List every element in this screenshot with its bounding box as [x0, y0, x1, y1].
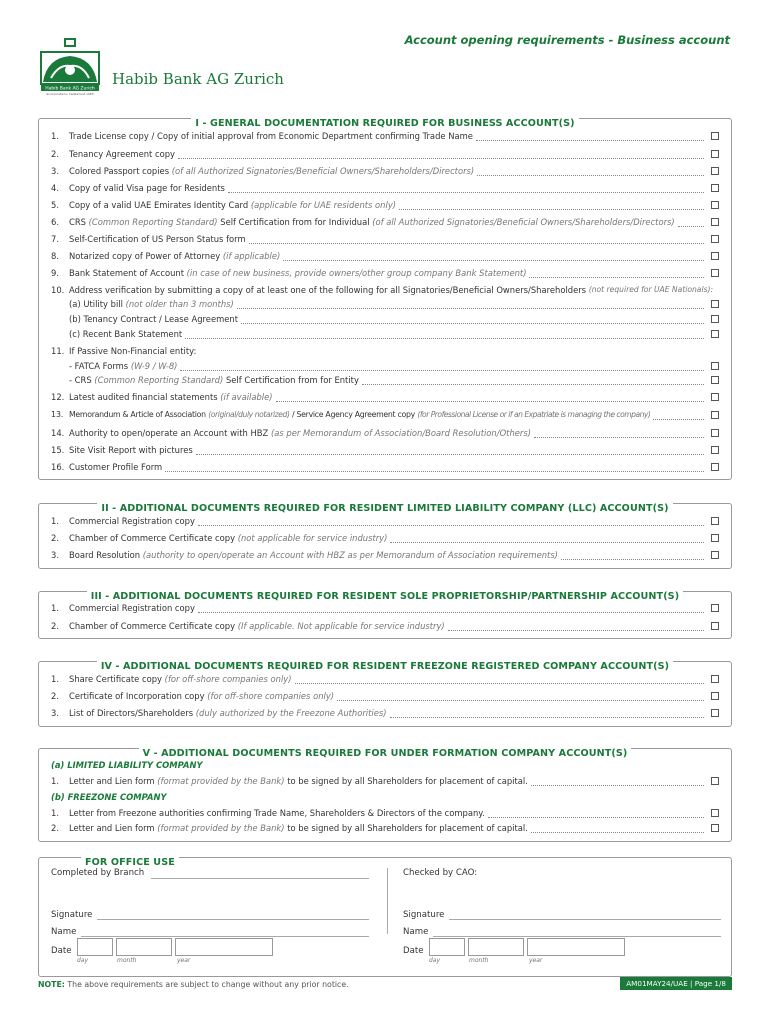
list-item: 1. Trade License copy / Copy of initial approval from Economic Department confirming Trade Name: [51, 129, 719, 143]
completed-by-field[interactable]: [151, 878, 369, 879]
list-item: 2. Chamber of Commerce Certificate copy (not applicable for service industry): [51, 531, 719, 545]
list-item: 2. Certificate of Incorporation copy (for off-shore companies only): [51, 689, 719, 703]
list-item: - CRS (Common Reporting Standard) Self Certification from for Entity: [51, 373, 719, 387]
checkbox[interactable]: [711, 315, 719, 323]
list-item: 7. Self-Certification of US Person Status form: [51, 232, 719, 246]
name-field[interactable]: [81, 936, 369, 937]
list-item: 4. Copy of valid Visa page for Residents: [51, 181, 719, 195]
list-item: 2. Chamber of Commerce Certificate copy (If applicable. Not applicable for service industry): [51, 619, 719, 633]
checkbox[interactable]: [711, 132, 719, 140]
checkbox[interactable]: [711, 235, 719, 243]
date-month-box[interactable]: [116, 938, 172, 956]
list-item: 1. Commercial Registration copy: [51, 514, 719, 528]
name-label-cao: Name: [403, 927, 429, 937]
name-label: Name: [51, 927, 77, 937]
list-item: 3. List of Directors/Shareholders (duly authorized by the Freezone Authorities): [51, 706, 719, 720]
page-code: AM01MAY24/UAE | Page 1/8: [620, 977, 732, 990]
checkbox[interactable]: [711, 534, 719, 542]
checkbox[interactable]: [711, 604, 719, 612]
list-item: 1. Letter from Freezone authorities confirming Trade Name, Shareholders & Directors of the company.: [51, 806, 719, 820]
list-item: 13. Memorandum & Article of Association (original/duly notarized) / Service Agency Agreement copy (for Professional License or if an Expatriate is managing the company): [51, 408, 719, 422]
checkbox[interactable]: [711, 622, 719, 630]
checkbox[interactable]: [711, 184, 719, 192]
checkbox[interactable]: [711, 300, 719, 308]
checkbox[interactable]: [711, 167, 719, 175]
signature-field-cao[interactable]: [449, 919, 721, 920]
list-item: 11. If Passive Non-Financial entity:: [51, 346, 197, 356]
list-item: 9. Bank Statement of Account (in case of new business, provide owners/other group company Bank Statement): [51, 266, 719, 280]
list-item: 1. Commercial Registration copy: [51, 601, 719, 615]
checkbox[interactable]: [711, 411, 719, 419]
checkbox[interactable]: [711, 376, 719, 384]
checkbox[interactable]: [711, 692, 719, 700]
signature-label: Signature: [51, 910, 93, 920]
list-item: 15. Site Visit Report with pictures: [51, 443, 719, 457]
checkbox[interactable]: [711, 201, 719, 209]
subheading-llc: (a) LIMITED LIABILITY COMPANY: [51, 760, 203, 770]
list-item: - FATCA Forms (W-9 / W-8): [51, 359, 719, 373]
date-year-box-cao[interactable]: [527, 938, 625, 956]
checkbox[interactable]: [711, 824, 719, 832]
bank-logo: [37, 38, 103, 96]
name-field-cao[interactable]: [433, 936, 721, 937]
list-item: 14. Authority to open/operate an Account with HBZ (as per Memorandum of Association/Board Resolution/Others): [51, 426, 719, 440]
date-day-box-cao[interactable]: [429, 938, 465, 956]
list-item: 12. Latest audited financial statements (if available): [51, 390, 719, 404]
list-item: 10. Address verification by submitting a copy of at least one of the following for all Signatories/Beneficial Owners/Shareholders (not required for UAE Nationals):: [51, 285, 714, 295]
date-day-box[interactable]: [77, 938, 113, 956]
checkbox[interactable]: [711, 150, 719, 158]
section-title: I - GENERAL DOCUMENTATION REQUIRED FOR BUSINESS ACCOUNT(S): [191, 118, 578, 129]
section-title: FOR OFFICE USE: [81, 857, 179, 868]
checkbox[interactable]: [711, 218, 719, 226]
section-title: III - ADDITIONAL DOCUMENTS REQUIRED FOR RESIDENT SOLE PROPRIETORSHIP/PARTNERSHIP ACCOUNT(S): [87, 591, 683, 602]
date-label-cao: Date: [403, 946, 424, 956]
checkbox[interactable]: [711, 252, 719, 260]
section-under-formation: [38, 748, 732, 842]
checkbox[interactable]: [711, 330, 719, 338]
svg-text:Habib Bank AG Zurich: Habib Bank AG Zurich: [45, 86, 95, 92]
list-item: 2. Tenancy Agreement copy: [51, 147, 719, 161]
list-item: (a) Utility bill (not older than 3 months): [51, 297, 719, 311]
date-label: Date: [51, 946, 72, 956]
list-item: 8. Notarized copy of Power of Attorney (if applicable): [51, 249, 719, 263]
list-item: 3. Board Resolution (authority to open/operate an Account with HBZ as per Memorandum of Association requirements): [51, 548, 719, 562]
checkbox[interactable]: [711, 429, 719, 437]
checkbox[interactable]: [711, 393, 719, 401]
signature-label-cao: Signature: [403, 910, 445, 920]
checkbox[interactable]: [711, 809, 719, 817]
list-item: (b) Tenancy Contract / Lease Agreement: [51, 312, 719, 326]
list-item: 1. Share Certificate copy (for off-shore companies only): [51, 672, 719, 686]
section-sole-proprietorship: [38, 591, 732, 639]
section-llc: [38, 503, 732, 569]
list-item: 5. Copy of a valid UAE Emirates Identity Card (applicable for UAE residents only): [51, 198, 719, 212]
section-title: IV - ADDITIONAL DOCUMENTS REQUIRED FOR RESIDENT FREEZONE REGISTERED COMPANY ACCOUNT(S): [97, 661, 673, 672]
date-month-box-cao[interactable]: [468, 938, 524, 956]
list-item: 3. Colored Passport copies (of all Authorized Signatories/Beneficial Owners/Shareholders/Directors): [51, 164, 719, 178]
checkbox[interactable]: [711, 709, 719, 717]
section-title: V - ADDITIONAL DOCUMENTS REQUIRED FOR UNDER FORMATION COMPANY ACCOUNT(S): [139, 748, 632, 759]
completed-by-label: Completed by Branch: [51, 868, 145, 878]
bank-name: Habib Bank AG Zurich: [112, 70, 284, 88]
checkbox[interactable]: [711, 777, 719, 785]
svg-text:(incorporated in Switzerland 1: (incorporated in Switzerland 1967): [45, 92, 95, 96]
subheading-freezone: (b) FREEZONE COMPANY: [51, 792, 167, 802]
signature-field[interactable]: [97, 919, 369, 920]
date-year-box[interactable]: [175, 938, 273, 956]
document-title: Account opening requirements - Business account: [404, 33, 730, 47]
checkbox[interactable]: [711, 362, 719, 370]
list-item: 6. CRS (Common Reporting Standard) Self Certification from for Individual (of all Authorized Signatories/Beneficial Owners/Shareholders/Directors): [51, 215, 719, 229]
checked-by-label: Checked by CAO:: [403, 868, 478, 878]
checkbox[interactable]: [711, 517, 719, 525]
list-item: (c) Recent Bank Statement: [51, 327, 719, 341]
section-freezone: [38, 661, 732, 727]
list-item: 1. Letter and Lien form (format provided by the Bank) to be signed by all Shareholders for placement of capital.: [51, 774, 719, 788]
checkbox[interactable]: [711, 269, 719, 277]
footer-note: NOTE: The above requirements are subject to change without any prior notice.: [38, 980, 349, 989]
list-item: 2. Letter and Lien form (format provided by the Bank) to be signed by all Shareholders for placement of capital.: [51, 821, 719, 835]
office-use-section: FOR OFFICE USE Completed by Branch Checked by CAO: Signature Name Date day month year Signature Name Date day month year: [38, 857, 732, 977]
section-title: II - ADDITIONAL DOCUMENTS REQUIRED FOR RESIDENT LIMITED LIABILITY COMPANY (LLC) ACCOUNT(S): [97, 503, 672, 514]
section-general-documentation: [38, 118, 732, 480]
checkbox[interactable]: [711, 446, 719, 454]
checkbox[interactable]: [711, 463, 719, 471]
list-item: 16. Customer Profile Form: [51, 460, 719, 474]
checkbox[interactable]: [711, 551, 719, 559]
checkbox[interactable]: [711, 675, 719, 683]
